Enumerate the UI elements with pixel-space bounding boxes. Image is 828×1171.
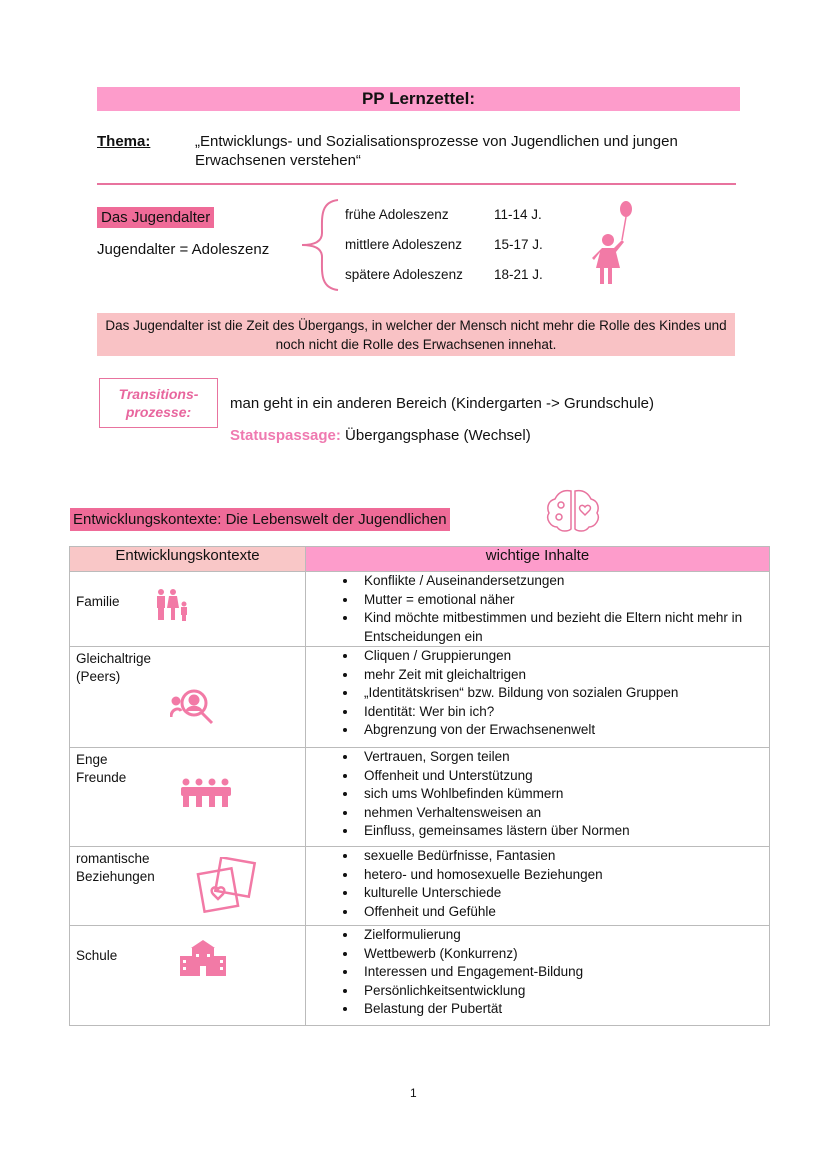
header-contexts: Entwicklungskontexte: [70, 547, 306, 572]
phase-age: 15-17 J.: [494, 237, 543, 252]
status-text: Übergangsphase (Wechsel): [345, 427, 531, 444]
list-item: • Mutter = emotional näher: [358, 591, 769, 610]
list-item: • Offenheit und Unterstützung: [358, 767, 769, 786]
phase-name: spätere Adoleszenz: [345, 267, 463, 282]
thema-label: Thema:: [97, 133, 151, 150]
transitions-label: Transitions-prozesse:: [99, 378, 218, 428]
header-contents: wichtige Inhalte: [306, 547, 770, 572]
table-row: [70, 748, 770, 847]
list-item: • Kind möchte mitbestimmen und bezieht die Eltern nicht mehr in Entscheidungen ein: [358, 609, 769, 646]
phase-age: 11-14 J.: [494, 207, 542, 222]
list-item: • Belastung der Pubertät: [358, 1000, 769, 1019]
status-label: Statuspassage:: [230, 427, 341, 444]
context-label: Schule: [76, 948, 118, 963]
friends-group-icon: [180, 778, 232, 808]
divider: [97, 183, 736, 185]
contents-cell: [306, 847, 770, 926]
brain-icon: [543, 487, 603, 533]
list-item: • hetero- und homosexuelle Beziehungen: [358, 866, 769, 885]
school-icon: [180, 940, 226, 976]
family-icon: [154, 588, 190, 624]
list-item: • sexuelle Bedürfnisse, Fantasien: [358, 847, 769, 866]
list-item: • Abgrenzung von der Erwachsenenwelt: [358, 721, 769, 740]
table-row: [70, 926, 770, 1026]
transitions-text: man geht in ein anderen Bereich (Kindergarten -> Grundschule): [230, 395, 654, 412]
contents-cell: [306, 572, 770, 647]
list-item: • Identität: Wer bin ich?: [358, 703, 769, 722]
contents-cell: [306, 926, 770, 1026]
list-item: • Cliquen / Gruppierungen: [358, 647, 769, 666]
list-item: • Persönlichkeitsentwicklung: [358, 982, 769, 1001]
jugendalter-equation: Jugendalter = Adoleszenz: [97, 241, 270, 258]
table-row: [70, 572, 770, 647]
context-cell: [70, 572, 306, 647]
section-heading: Entwicklungskontexte: Die Lebenswelt der Jugendlichen: [70, 508, 450, 531]
contexts-table: [69, 546, 770, 1026]
context-cell: [70, 748, 306, 847]
statuspassage: [230, 427, 531, 444]
phase-age: 18-21 J.: [494, 267, 543, 282]
context-label: romantische Beziehungen: [76, 851, 155, 884]
list-item: • kulturelle Unterschiede: [358, 884, 769, 903]
page-title: PP Lernzettel:: [97, 87, 740, 111]
jugendalter-heading: Das Jugendalter: [97, 207, 214, 228]
list-item: • Einfluss, gemeinsames lästern über Normen: [358, 822, 769, 841]
contents-cell: [306, 748, 770, 847]
phase-name: frühe Adoleszenz: [345, 207, 449, 222]
photos-heart-icon: [196, 857, 258, 913]
context-cell: [70, 926, 306, 1026]
phase-name: mittlere Adoleszenz: [345, 237, 463, 252]
list-item: • Zielformulierung: [358, 926, 769, 945]
list-item: • „Identitätskrisen“ bzw. Bildung von sozialen Gruppen: [358, 684, 769, 703]
context-label: Familie: [76, 594, 120, 609]
contents-cell: [306, 647, 770, 748]
list-item: • Wettbewerb (Konkurrenz): [358, 945, 769, 964]
definition-box: Das Jugendalter ist die Zeit des Übergangs, in welcher der Mensch nicht mehr die Rolle des Kindes und noch nicht die Rolle des Erwachsenen innehat.: [97, 313, 735, 356]
brace-icon: [298, 198, 342, 292]
girl-balloon-icon: [592, 200, 638, 286]
list-item: • Offenheit und Gefühle: [358, 903, 769, 922]
context-cell: [70, 847, 306, 926]
context-label: Gleichaltrige (Peers): [76, 651, 152, 684]
table-header: [70, 547, 770, 572]
page-number: 1: [410, 1086, 417, 1100]
context-cell: [70, 647, 306, 748]
list-item: • sich ums Wohlbefinden kümmern: [358, 785, 769, 804]
context-label: Enge Freunde: [76, 752, 127, 785]
list-item: • Vertrauen, Sorgen teilen: [358, 748, 769, 767]
peers-search-icon: [170, 687, 220, 725]
list-item: • Konflikte / Auseinandersetzungen: [358, 572, 769, 591]
table-row: [70, 647, 770, 748]
thema-text: „Entwicklungs- und Sozialisationsprozesse von Jugendlichen und jungen Erwachsenen verstehen“: [195, 133, 678, 169]
table-row: [70, 847, 770, 926]
list-item: • mehr Zeit mit gleichaltrigen: [358, 666, 769, 685]
list-item: • nehmen Verhaltensweisen an: [358, 804, 769, 823]
list-item: • Interessen und Engagement-Bildung: [358, 963, 769, 982]
